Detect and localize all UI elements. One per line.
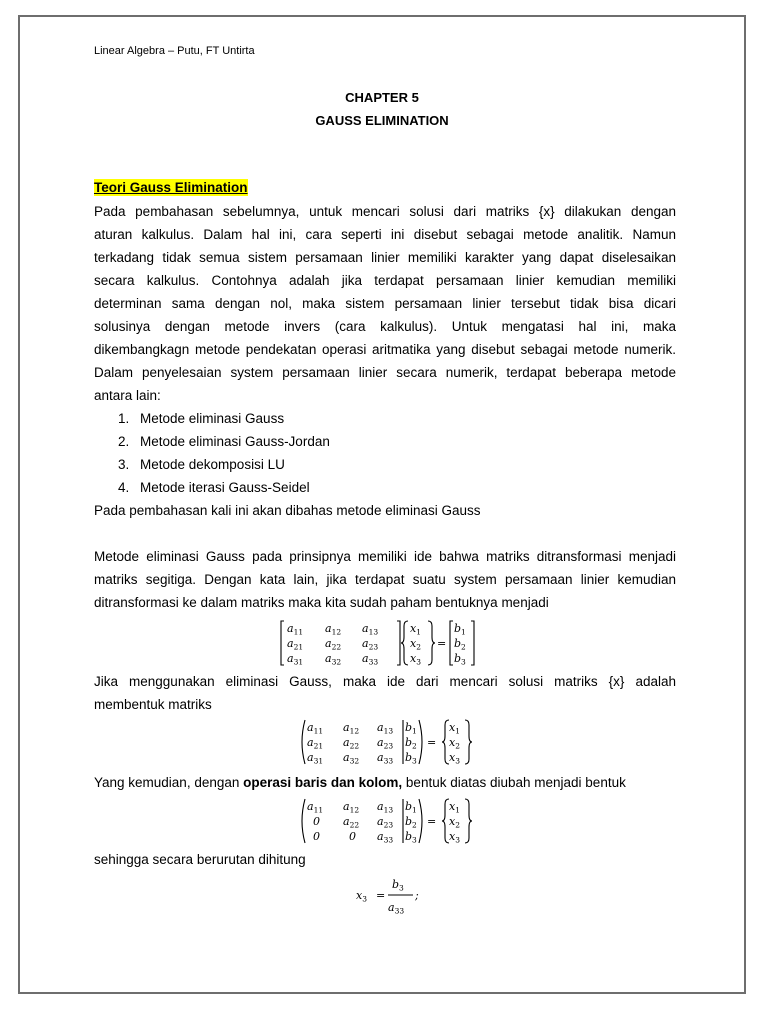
paragraph-line: determinan sama dengan nol, maka sistem persamaan linier tersebut tidak bisa dicari (94, 296, 676, 311)
equation-back-substitution (354, 873, 444, 917)
eq1-a23: $a_{23}$ (362, 637, 379, 652)
list-item (118, 453, 330, 476)
eq1-b1: $b_1$ (454, 622, 466, 637)
eq3-x1: $x_1$ (449, 800, 460, 815)
paragraph-line: terkadang tidak semua sistem persamaan linier memiliki karakter yang dapat diselesaikan (94, 250, 676, 265)
eq2-x2: $x_2$ (449, 736, 460, 751)
eq1-x2: $x_2$ (410, 637, 421, 652)
text-segment: Yang kemudian, dengan (94, 775, 244, 790)
eq2-a13: $a_{13}$ (377, 721, 394, 736)
eq1-b3: $b_3$ (454, 652, 466, 667)
eq1-equals: = (437, 637, 447, 650)
section-heading: Teori Gauss Elimination (94, 180, 248, 195)
paragraph-line: Dalam penyelesaian system persamaan linier secara numerik, terdapat beberapa metode (94, 365, 676, 380)
methods-list (94, 407, 330, 499)
chapter-title: GAUSS ELIMINATION (315, 113, 449, 128)
chapter-number: CHAPTER 5 (345, 90, 419, 105)
list-number: 4. (118, 480, 130, 495)
paragraph-row-operations (94, 771, 626, 794)
eq2-b1: $b_1$ (405, 721, 417, 736)
eq1-a21: $a_{21}$ (287, 637, 304, 652)
paragraph-gauss-idea (94, 545, 676, 614)
eq3-a13: $a_{13}$ (377, 800, 394, 815)
paragraph-gauss-form (94, 670, 676, 716)
eq2-equals: = (427, 736, 437, 749)
eq2-x3: $x_3$ (449, 751, 460, 766)
list-number: 1. (118, 411, 130, 426)
eq1-x3: $x_3$ (410, 652, 421, 667)
eq2-a23: $a_{23}$ (377, 736, 394, 751)
eq4-tail: ; (415, 889, 419, 902)
list-item (118, 476, 330, 499)
eq2-a11: $a_{11}$ (307, 721, 324, 736)
eq2-a21: $a_{21}$ (307, 736, 324, 751)
eq1-a33: $a_{33}$ (362, 652, 379, 667)
eq3-a22: $a_{22}$ (343, 815, 360, 830)
document-page (18, 15, 746, 994)
paragraph-line: matriks segitiga. Dengan kata lain, jika terdapat suatu system persamaan linier kemudian (94, 572, 676, 587)
eq4-lhs: $x_3$ (356, 889, 367, 904)
eq1-a22: $a_{22}$ (325, 637, 342, 652)
eq3-x2: $x_2$ (449, 815, 460, 830)
eq3-a33: $a_{33}$ (377, 830, 394, 845)
list-label: Metode eliminasi Gauss (140, 411, 285, 426)
eq2-x1: $x_1$ (449, 721, 460, 736)
paragraph-intro (94, 200, 676, 407)
equation-triangular-matrix (297, 795, 477, 847)
eq1-a13: $a_{13}$ (362, 622, 379, 637)
paragraph-line: aturan kalkulus. Dalam hal ini, cara seperti ini disebut sebagai metode analitik. Namun (94, 227, 676, 242)
list-item (118, 430, 330, 453)
eq3-x3: $x_3$ (449, 830, 460, 845)
eq2-a31: $a_{31}$ (307, 751, 324, 766)
eq2-b2: $b_2$ (405, 736, 417, 751)
paragraph-line: ditransformasi ke dalam matriks maka kita sudah paham bentuknya menjadi (94, 595, 549, 610)
eq1-a12: $a_{12}$ (325, 622, 342, 637)
eq1-x1: $x_1$ (410, 622, 421, 637)
eq4-numerator: $b_3$ (392, 878, 404, 893)
eq2-b3: $b_3$ (405, 751, 417, 766)
eq3-b2: $b_2$ (405, 815, 417, 830)
list-label: Metode iterasi Gauss-Seidel (140, 480, 310, 495)
paragraph-line: solusinya dengan metode invers (cara kalkulus). Untuk mengatasi hal ini, maka (94, 319, 676, 334)
list-label: Metode dekomposisi LU (140, 457, 285, 472)
eq3-b3: $b_3$ (405, 830, 417, 845)
text-bold: operasi baris dan kolom, (243, 775, 403, 790)
list-number: 3. (118, 457, 130, 472)
paragraph-line: Jika menggunakan eliminasi Gauss, maka ide dari mencari solusi matriks {x} adalah (94, 674, 676, 689)
paragraph-after-list: Pada pembahasan kali ini akan dibahas metode eliminasi Gauss (94, 503, 481, 518)
equation-linear-system (278, 617, 478, 669)
equation-augmented-matrix (297, 716, 477, 768)
text-segment: bentuk diatas diubah menjadi bentuk (402, 775, 626, 790)
list-label: Metode eliminasi Gauss-Jordan (140, 434, 330, 449)
eq1-a11: $a_{11}$ (287, 622, 304, 637)
eq3-a11: $a_{11}$ (307, 800, 324, 815)
eq3-equals: = (427, 815, 437, 828)
running-head: Linear Algebra – Putu, FT Untirta (94, 45, 255, 57)
eq4-denominator: $a_{33}$ (388, 901, 405, 916)
eq3-a32: 0 (349, 830, 356, 843)
eq3-a12: $a_{12}$ (343, 800, 360, 815)
paragraph-line: antara lain: (94, 388, 161, 403)
paragraph-sequential: sehingga secara berurutan dihitung (94, 852, 306, 867)
eq3-a23: $a_{23}$ (377, 815, 394, 830)
eq1-b2: $b_2$ (454, 637, 466, 652)
eq3-a31: 0 (313, 830, 320, 843)
paragraph-line: membentuk matriks (94, 697, 212, 712)
eq2-a22: $a_{22}$ (343, 736, 360, 751)
list-item (118, 407, 330, 430)
paragraph-line: dikembangkagn metode pendekatan operasi aritmatika yang disebut sebagai metode numerik. (94, 342, 676, 357)
eq1-a32: $a_{32}$ (325, 652, 342, 667)
paragraph-line: Metode eliminasi Gauss pada prinsipnya memiliki ide bahwa matriks ditransformasi menjadi (94, 549, 676, 564)
list-number: 2. (118, 434, 130, 449)
eq2-a12: $a_{12}$ (343, 721, 360, 736)
eq4-equals: = (376, 889, 386, 902)
paragraph-line: Pada pembahasan sebelumnya, untuk mencari solusi dari matriks {x} dilakukan dengan (94, 204, 676, 219)
eq1-a31: $a_{31}$ (287, 652, 304, 667)
eq2-a32: $a_{32}$ (343, 751, 360, 766)
eq3-a21: 0 (313, 815, 320, 828)
paragraph-line: secara kalkulus. Contohnya adalah jika terdapat persamaan linier kemudian memiliki (94, 273, 676, 288)
eq2-a33: $a_{33}$ (377, 751, 394, 766)
eq3-b1: $b_1$ (405, 800, 417, 815)
